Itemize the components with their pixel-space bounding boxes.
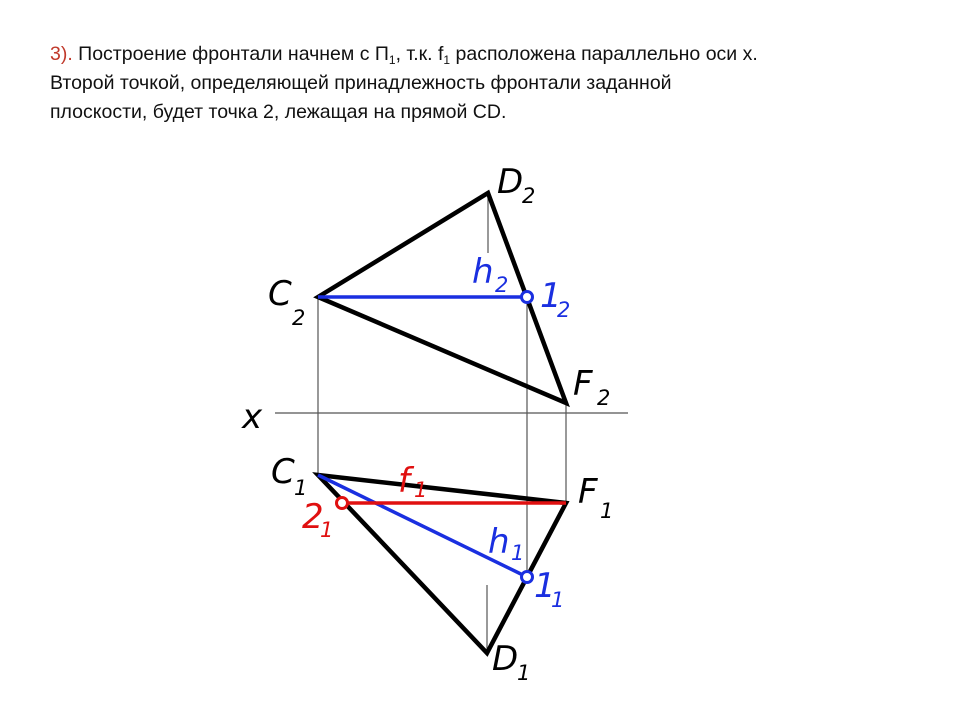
label-h1-sub: 1 xyxy=(511,541,525,565)
label-2-1-sub: 1 xyxy=(320,518,334,542)
step-number: 3). xyxy=(50,43,73,65)
label-1-1-sub: 1 xyxy=(551,588,565,612)
point-2-1 xyxy=(337,498,348,509)
label-h1: h xyxy=(488,522,510,562)
label-d1-sub: 1 xyxy=(517,661,531,685)
label-c1-sub: 1 xyxy=(294,476,308,500)
label-x-axis: x xyxy=(242,397,263,437)
label-1-2: 1 xyxy=(540,276,562,316)
label-c1: C xyxy=(271,452,295,492)
label-2-1: 2 xyxy=(302,497,324,537)
point-1-1 xyxy=(522,572,533,583)
construction-lines xyxy=(275,193,628,653)
label-c2-sub: 2 xyxy=(292,306,306,330)
point-1-2 xyxy=(522,292,533,303)
label-f1-point-sub: 1 xyxy=(600,499,614,523)
text-line-2: Второй точкой, определяющей принадлежность фронтали заданной xyxy=(50,72,672,94)
label-1-1: 1 xyxy=(534,566,556,606)
text-line-1-a: Построение фронтали начнем с П xyxy=(72,43,389,65)
label-h2-sub: 2 xyxy=(495,273,509,297)
label-d2-sub: 2 xyxy=(522,184,536,208)
label-f2: F xyxy=(573,364,593,404)
label-f1: f xyxy=(398,461,410,501)
label-f1-sub: 1 xyxy=(414,478,428,502)
label-1-2-sub: 2 xyxy=(557,298,571,322)
text-line-1-c: расположена параллельно оси х. xyxy=(450,43,758,65)
label-c2: C xyxy=(268,274,292,314)
text-line-1-b: , т.к. f xyxy=(395,43,444,65)
text-line-1-sub-1: 1 xyxy=(388,53,396,67)
text-line-1-sub-2: 1 xyxy=(443,53,451,67)
text-line-3: плоскости, будет точка 2, лежащая на прямой CD. xyxy=(50,101,507,123)
label-d2: D xyxy=(497,162,524,202)
label-f1-point: F xyxy=(578,472,598,512)
labels xyxy=(241,162,613,685)
label-f2-sub: 2 xyxy=(597,386,611,410)
label-h2: h xyxy=(472,252,494,292)
label-d1: D xyxy=(492,639,519,679)
